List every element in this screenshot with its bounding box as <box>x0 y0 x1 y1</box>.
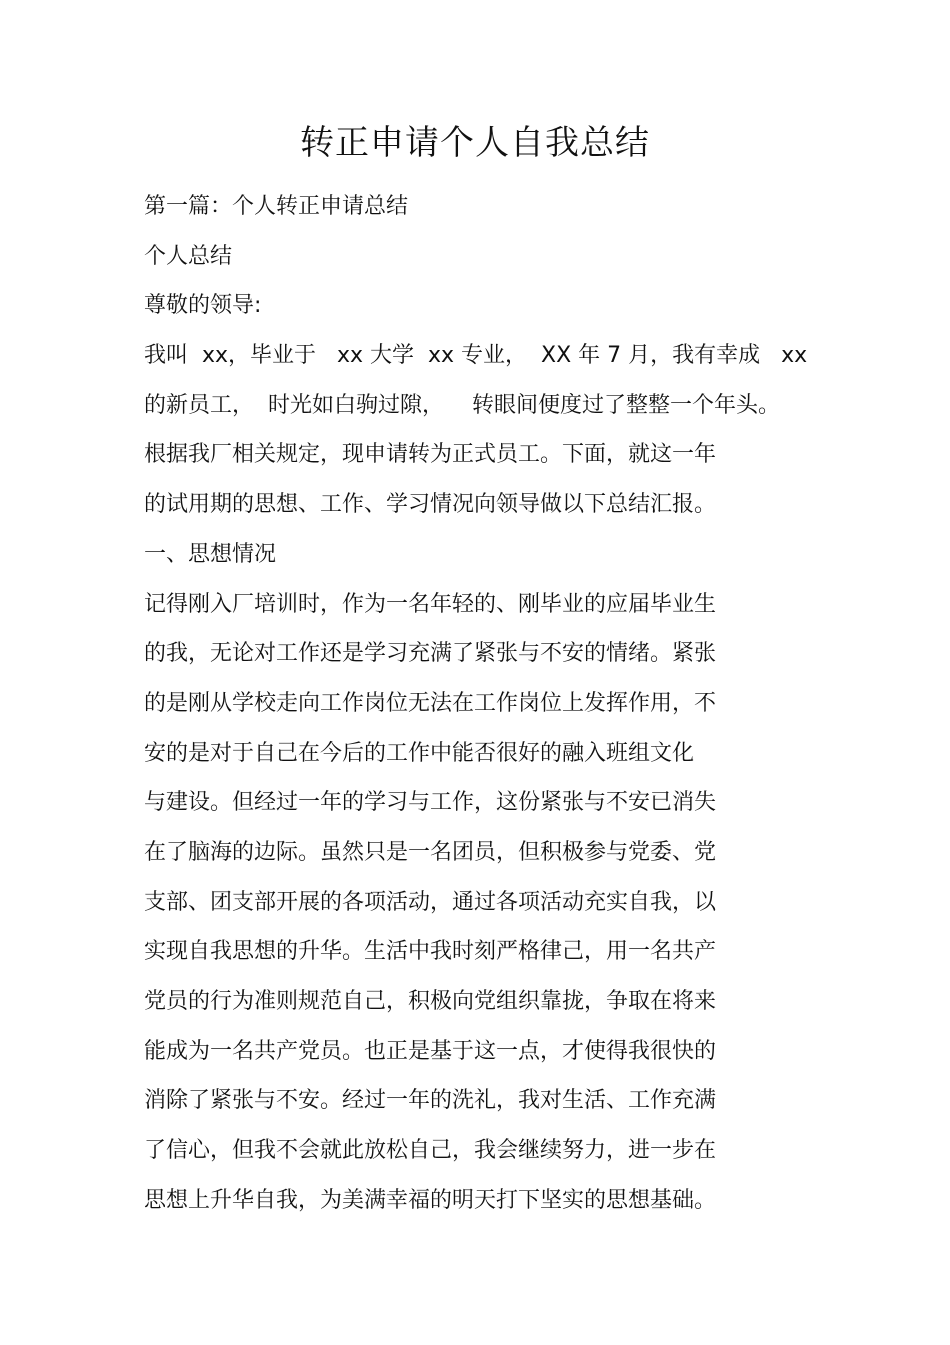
body-line: 实现自我思想的升华。生活中我时刻严格律己，用一名共产 <box>144 939 717 965</box>
body-line: 的试用期的思想、工作、学习情况向领导做以下总结汇报。 <box>144 492 717 518</box>
body-line: 消除了紧张与不安。经过一年的洗礼，我对生活、工作充满 <box>144 1088 717 1114</box>
body-line-section-heading: 第一篇：个人转正申请总结 <box>144 194 409 219</box>
body-line: 根据我厂相关规定，现申请转为正式员工。下面，就这一年 <box>144 442 717 468</box>
body-line: 支部、团支部开展的各项活动，通过各项活动充实自我，以 <box>144 889 717 915</box>
body-line: 了信心，但我不会就此放松自己，我会继续努力，进一步在 <box>144 1138 717 1164</box>
body-line: 能成为一名共产党员。也正是基于这一点，才使得我很快的 <box>144 1038 717 1064</box>
body-line: 的是刚从学校走向工作岗位无法在工作岗位上发挥作用，不 <box>144 690 717 716</box>
body-line-subheading: 个人总结 <box>144 243 233 269</box>
body-line-section-title: 一、思想情况 <box>144 541 277 567</box>
body-line: 在了脑海的边际。虽然只是一名团员，但积极参与党委、党 <box>144 839 717 865</box>
body-line-salutation: 尊敬的领导: <box>144 293 262 319</box>
body-line: 的我，无论对工作还是学习充满了紧张与不安的情绪。紧张 <box>144 641 717 667</box>
document-body <box>144 182 824 1225</box>
body-line: 记得刚入厂培训时，作为一名年轻的、刚毕业的应届毕业生 <box>144 591 717 617</box>
body-line: 党员的行为准则规范自己，积极向党组织靠拢，争取在将来 <box>144 989 717 1014</box>
body-line: 思想上升华自我，为美满幸福的明天打下坚实的思想基础。 <box>144 1187 717 1213</box>
body-line: 的新员工， 时光如白驹过隙， 转眼间便度过了整整一个年头。 <box>144 392 780 418</box>
body-line: 我叫 xx，毕业于 xx 大学 xx 专业， XX 年 7 月，我有幸成 xx <box>144 343 808 369</box>
body-line: 安的是对于自己在今后的工作中能否很好的融入班组文化 <box>144 740 695 766</box>
document-title: 转正申请个人自我总结 <box>300 123 650 163</box>
body-line: 与建设。但经过一年的学习与工作，这份紧张与不安已消失 <box>144 790 717 816</box>
